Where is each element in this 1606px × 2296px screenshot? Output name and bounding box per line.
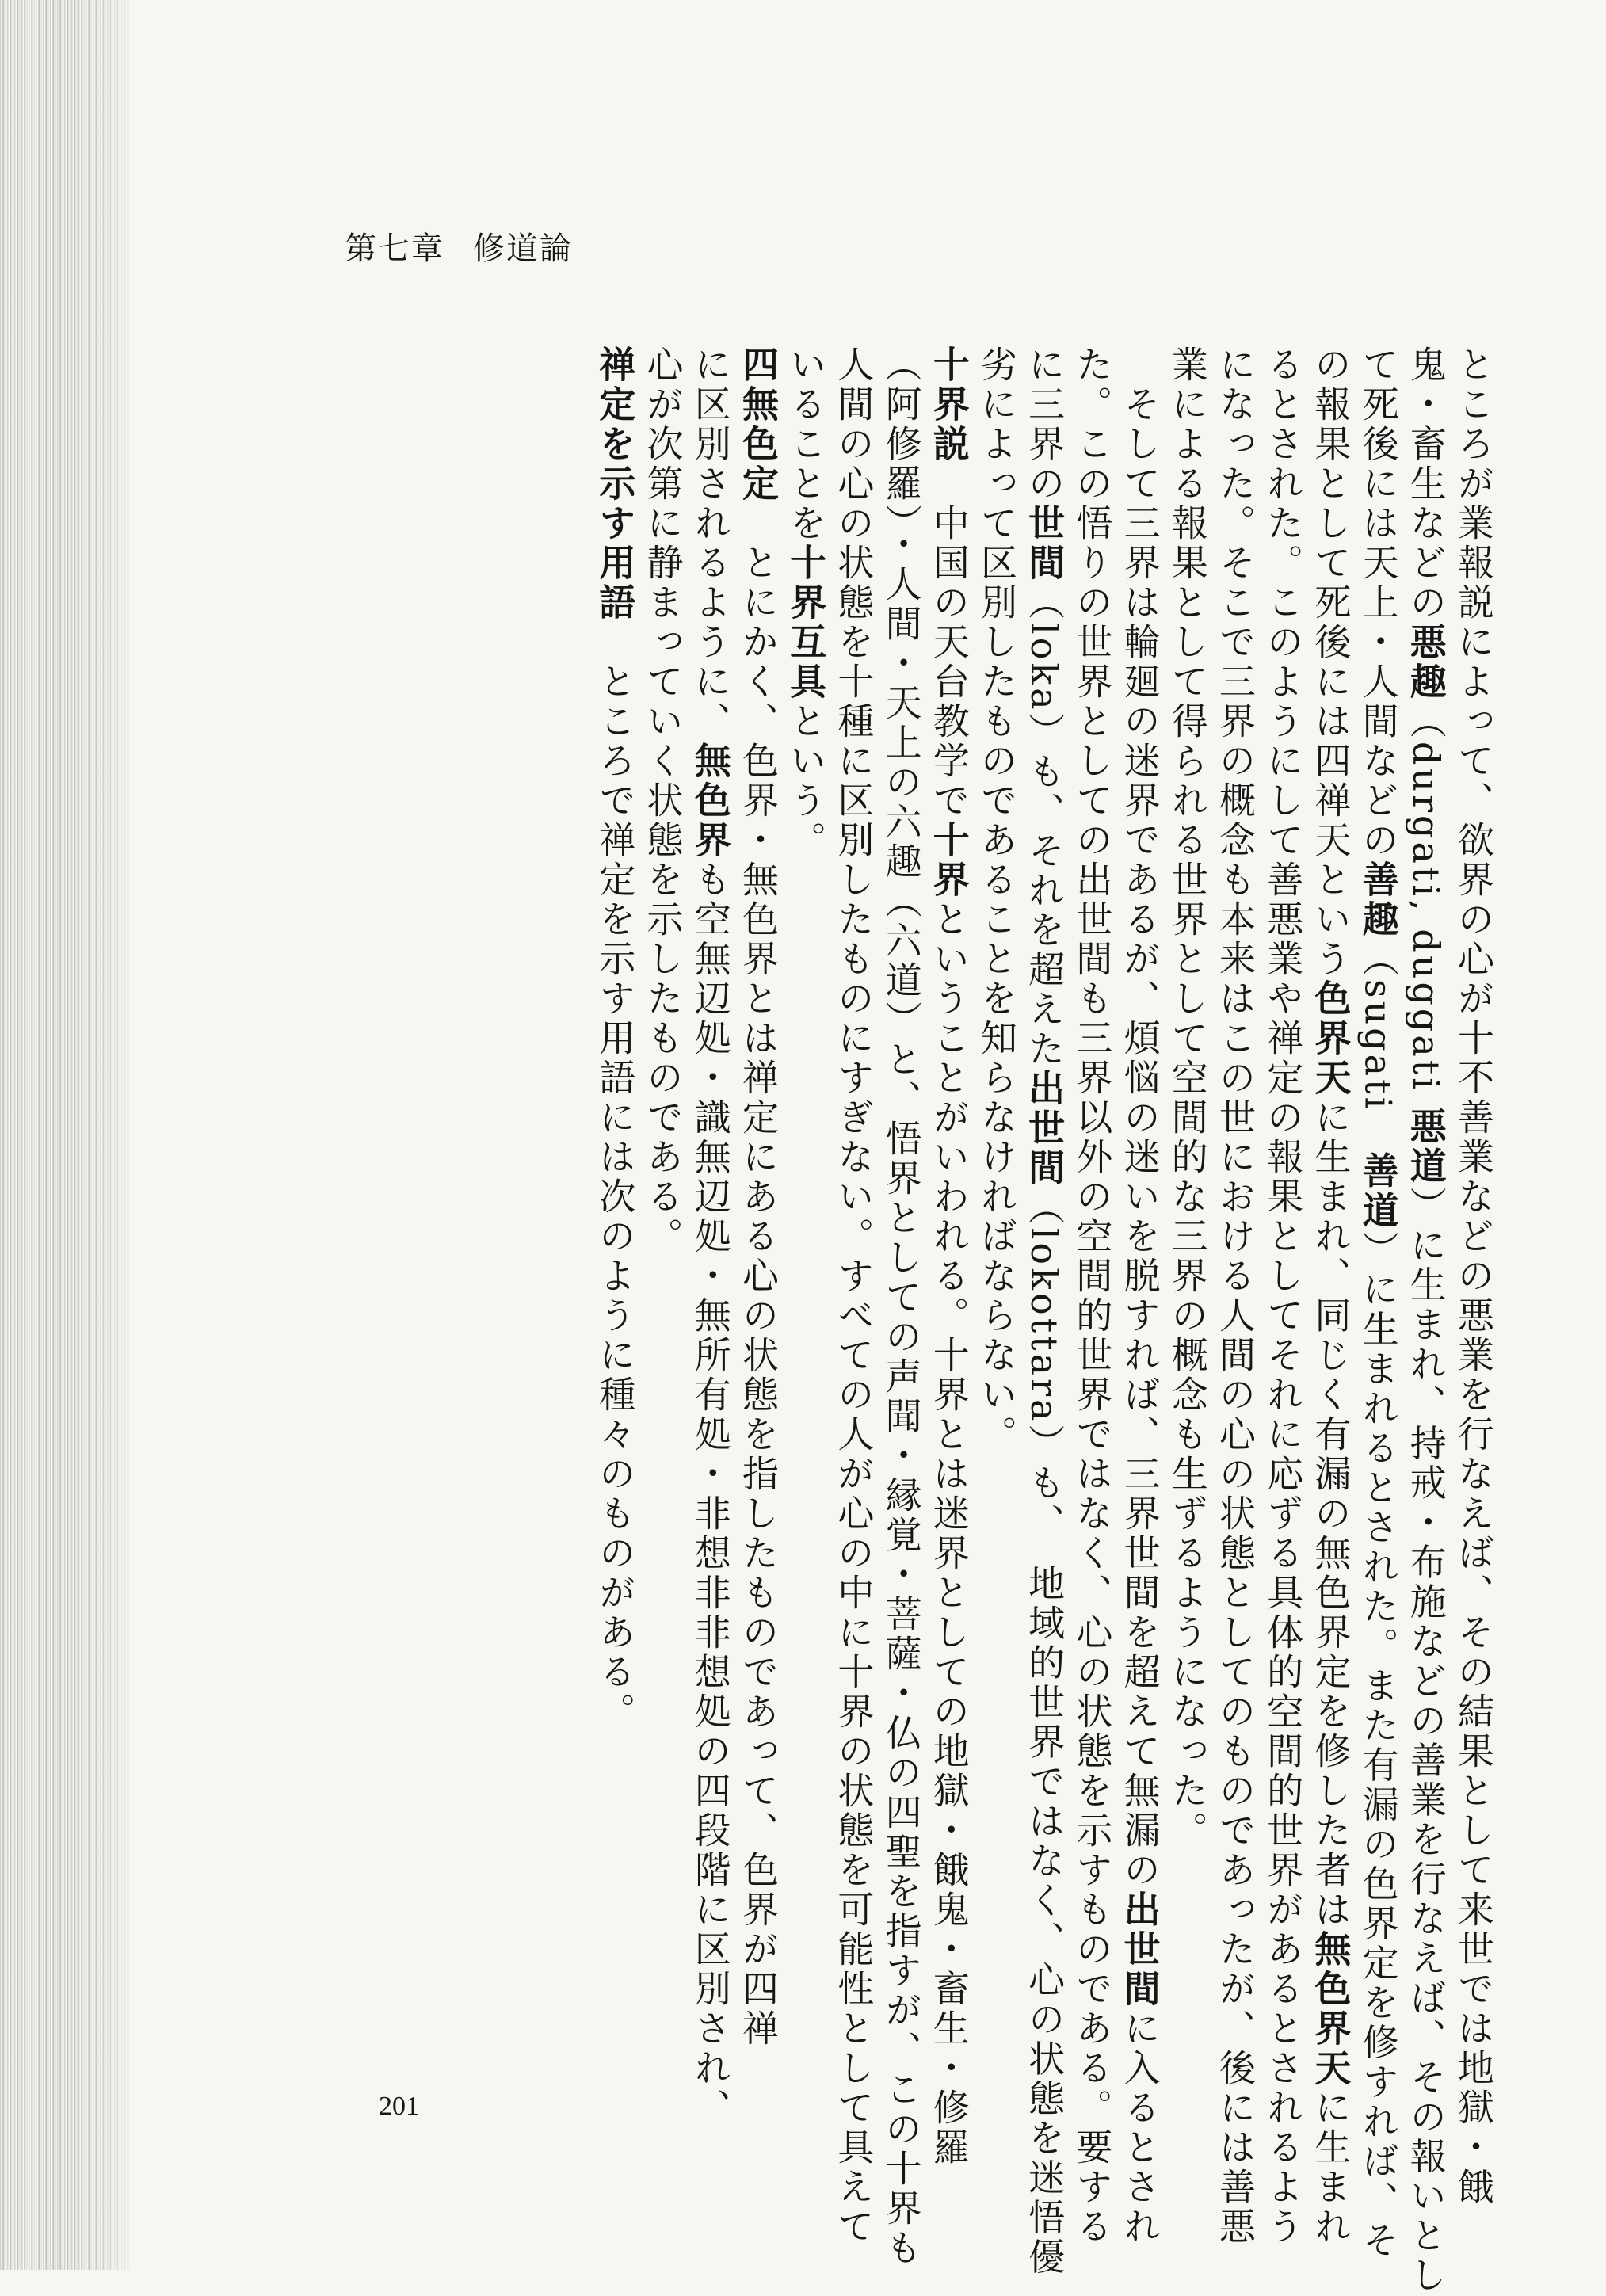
text-line (925, 345, 973, 2168)
text-run: 中国の天台教学で (927, 464, 971, 821)
binding-shadow (87, 0, 143, 2270)
text-line (734, 345, 782, 2049)
text-run: 劣によって区別したものであることを知らなければならない。 (975, 345, 1018, 1455)
text-line (830, 345, 877, 2247)
text-run: という。 (784, 702, 828, 860)
text-run: そして三界は輪廻の迷界であるが、煩悩の迷いを脱すれば、三界世間を超えて無漏の (1118, 345, 1162, 1890)
text-run: ところで禅定を示す用語には次のように種々のものがある。 (593, 623, 637, 1732)
text-line (782, 345, 830, 1740)
text-run: （durgati, duggati (1404, 702, 1448, 1108)
text-line (1164, 345, 1211, 1851)
section-title: 修道論 (473, 231, 573, 267)
text-run: いることを (784, 345, 828, 543)
bold-term: 十界説 (927, 345, 971, 464)
bold-term: 出世間 (1118, 1890, 1162, 2009)
bold-term: 悪道 (1404, 1107, 1448, 1187)
text-run: も空無辺処・識無辺処・無所有処・非想非非想処の四段階に区別され、 (689, 860, 732, 2128)
text-line (1068, 345, 1116, 2247)
bold-term: 悪趣 (1404, 623, 1448, 702)
text-run: （loka）も、それを超えた (1023, 583, 1066, 1070)
text-run: ところが業報説によって、欲界の心が十不善業などの悪業を行なえば、その結果として来世では地獄・餓 (1452, 345, 1495, 2207)
text-line (1211, 345, 1259, 2247)
text-run: た。この悟りの世界としての出世間も三界以外の空間的世界ではなく、心の状態を示すものである。要する (1070, 345, 1114, 2247)
bold-term: 無色界 (689, 742, 732, 860)
bold-term: 世間 (1023, 504, 1066, 583)
bold-term: 善趣 (1356, 860, 1400, 940)
text-run: になった。そこで三界の概念も本来はこの世における人間の心の状態としてのものであったが、後には善悪 (1213, 345, 1257, 2247)
text-run: （sugati (1356, 940, 1400, 1152)
text-line (639, 345, 686, 1740)
bold-term: 無色界天 (1309, 1930, 1352, 2088)
text-run: に生まれ (1309, 2088, 1352, 2247)
text-run: （lokottara）も、 地域的世界ではなく、心の状態を迷悟優 (1023, 1188, 1066, 2278)
text-line (1354, 345, 1402, 2261)
chapter-label: 第七章 (345, 231, 444, 267)
text-line (1307, 345, 1354, 2247)
bold-term: 十界 (927, 821, 971, 900)
bold-term: 四無色定 (736, 345, 780, 504)
text-run: （阿修羅）・人間・天上の六趣（六道）と、悟界としての声聞・縁覚・菩薩・仏の四聖を指すが、この十界も (879, 345, 923, 2268)
text-line (1450, 345, 1497, 2207)
text-line (973, 345, 1020, 1740)
text-run: 業による報果として得られる世界として空間的な三界の概念も生ずるようになった。 (1165, 345, 1209, 1851)
text-run: に入るとされ (1118, 2009, 1162, 2247)
text-run: ）に生まれ、持戒・布施などの善業を行なえば、その報いとし (1404, 1186, 1448, 2296)
text-line (591, 345, 639, 1740)
bold-term: 善道 (1356, 1151, 1400, 1231)
text-run: 人間の心の状態を十種に区別したものにすぎない。すべての人が心の中に十界の状態を可能性として具えて (832, 345, 875, 2247)
text-run: の報果として死後には四禅天という (1309, 345, 1352, 979)
text-run: に区別されるように、 (689, 345, 732, 742)
page-number: 201 (379, 2092, 419, 2121)
bold-term: 十界互具 (784, 543, 828, 702)
text-line (1116, 345, 1163, 2247)
running-header (345, 223, 573, 269)
text-run: とにかく、色界・無色界とは禅定にある心の状態を指したものであって、色界が四禅 (736, 504, 780, 2049)
text-run: に三界の (1023, 345, 1066, 504)
text-line (1259, 345, 1307, 2247)
text-run: るとされた。このようにして善悪業や禅定の報果としてそれに応ずる具体的空間的世界があるとされるよう (1261, 345, 1305, 2247)
text-line (687, 345, 734, 2128)
text-run: て死後には天上・人間などの (1356, 345, 1400, 860)
text-line (1402, 345, 1450, 2296)
bold-term: 出世間 (1023, 1069, 1066, 1188)
text-run: ）に生まれるとされた。また有漏の色界定を修すれば、そ (1356, 1230, 1400, 2261)
text-line (877, 345, 925, 2268)
text-run: に生まれ、同じく有漏の無色界定を修した者は (1309, 1098, 1352, 1930)
bold-term: 色界天 (1309, 979, 1352, 1098)
text-run: ということがいわれる。十界とは迷界としての地獄・餓鬼・畜生・修羅 (927, 900, 971, 2168)
text-run: 鬼・畜生などの (1404, 345, 1448, 623)
text-run: 心が次第に静まっていく状態を示したものである。 (641, 345, 685, 1257)
bold-term: 禅定を示す用語 (593, 345, 637, 623)
text-line (1020, 345, 1068, 2278)
